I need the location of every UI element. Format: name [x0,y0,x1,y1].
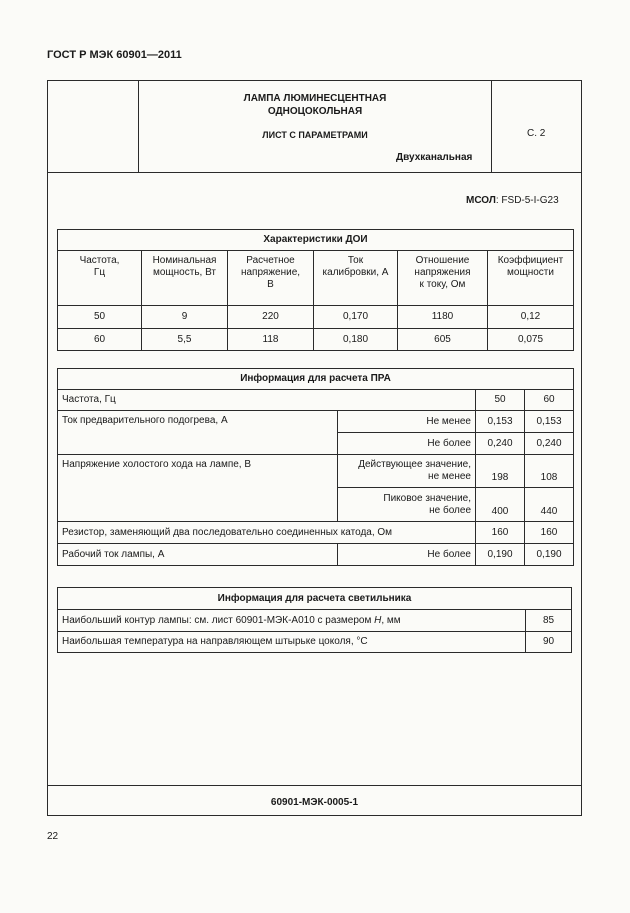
pra-run-current-label: Рабочий ток лампы, А [58,544,338,566]
luminaire-contour-label [58,610,526,632]
doi-header-ratio [398,251,488,306]
table-cell: 160 [476,522,525,544]
title-divider-right [491,80,492,173]
luminaire-table-title: Информация для расчета светильника [58,588,572,610]
doi-header-power [142,251,228,306]
sheet-title-line2: ОДНОЦОКОЛЬНАЯ [267,106,363,117]
label-text: , мм [381,614,401,626]
doi-header-row [58,251,574,306]
header-text: Номинальная [152,255,217,266]
header-text: мощности [507,267,554,278]
table-cell: 198 [476,455,525,488]
pra-table [57,368,574,566]
table-cell: 0,170 [314,306,398,329]
header-text: напряжение, [240,267,301,278]
header-text: В [267,279,274,290]
table-cell: 0,153 [476,411,525,433]
doi-header-voltage [228,251,314,306]
pra-ocv-label: Напряжение холостого хода на лампе, В [58,455,338,522]
table-cell: 60 [58,329,142,351]
pra-ocv-peak-label [338,488,476,522]
header-text: калибровки, А [322,267,389,278]
table-cell: 85 [526,610,572,632]
table-cell: 90 [526,632,572,653]
table-cell: 440 [525,488,574,522]
pra-table-title: Информация для расчета ПРА [58,369,574,390]
sheet-label: ЛИСТ С ПАРАМЕТРАМИ [262,130,368,140]
header-text: Расчетное [246,255,295,266]
header-text: мощность, Вт [152,267,216,278]
table-cell: 160 [525,522,574,544]
label-line: Пиковое значение, [383,492,471,504]
table-cell: 0,240 [476,433,525,455]
table-cell: 0,190 [525,544,574,566]
pra-preheat-min-label: Не менее [338,411,476,433]
table-cell: 1180 [398,306,488,329]
pra-preheat-max-label: Не более [338,433,476,455]
title-bottom-line [47,172,582,173]
label-line: Действующее значение, [358,459,471,470]
msol-code [466,195,559,206]
table-cell: 0,240 [525,433,574,455]
pra-ocv-rms-label [338,455,476,488]
dimension-variable: H [374,614,382,626]
table-cell: 108 [525,455,574,488]
doi-header-current [314,251,398,306]
header-text: Отношение [415,255,470,266]
table-cell: 60 [525,390,574,411]
sheet-title-line1: ЛАМПА ЛЮМИНЕСЦЕНТНАЯ [243,93,387,104]
document-header: ГОСТ Р МЭК 60901—2011 [47,49,182,61]
table-cell: 50 [58,306,142,329]
pra-ocv-rms-row [58,455,574,488]
label-line: не более [429,504,471,516]
msol-label: МСОЛ [466,195,496,206]
luminaire-row-temperature [58,632,572,653]
sheet-title [139,92,491,118]
pra-run-current-cond: Не более [338,544,476,566]
label-line: не менее [428,471,471,482]
table-cell: 0,153 [525,411,574,433]
table-cell: 5,5 [142,329,228,351]
header-text: Гц [93,267,106,278]
doi-header-frequency [58,251,142,306]
table-cell: 118 [228,329,314,351]
pra-run-current-row [58,544,574,566]
header-text: к току, Ом [419,279,466,290]
pra-preheat-label: Ток предварительного подогрева, А [58,411,338,455]
table-cell: 605 [398,329,488,351]
footer-top-line [47,785,582,786]
luminaire-row-contour [58,610,572,632]
table-cell: 0,190 [476,544,525,566]
pra-frequency-row [58,390,574,411]
pra-resistor-label: Резистор, заменяющий два последовательно соединенных катода, Ом [58,522,476,544]
pra-frequency-label: Частота, Гц [58,390,476,411]
table-cell: 220 [228,306,314,329]
pra-resistor-row [58,522,574,544]
header-text: Частота, [79,255,120,266]
table-cell: 0,180 [314,329,398,351]
table-cell: 50 [476,390,525,411]
luminaire-table [57,587,572,653]
pra-preheat-min-row [58,411,574,433]
doi-table [57,229,574,351]
table-row [58,329,574,351]
header-text: Коэффициент [497,255,564,266]
table-cell: 400 [476,488,525,522]
msol-value: : FSD-5-I-G23 [495,195,559,206]
header-text: Ток [347,255,364,266]
table-cell: 9 [142,306,228,329]
header-text: напряжения [414,267,471,278]
variant-label: Двухканальная [396,152,473,163]
doi-header-power-factor [488,251,574,306]
table-row [58,306,574,329]
label-text: Наибольший контур лампы: см. лист 60901-МЭК-A010 с размером [62,614,375,626]
table-cell: 0,075 [488,329,574,351]
page-number: 22 [47,831,59,842]
doi-table-title: Характеристики ДОИ [58,230,574,251]
page-reference: С. 2 [527,128,546,139]
luminaire-temperature-label: Наибольшая температура на направляющем штырьке цоколя, °С [58,632,526,653]
table-cell: 0,12 [488,306,574,329]
sheet-number: 60901-МЭК-0005-1 [270,797,359,808]
